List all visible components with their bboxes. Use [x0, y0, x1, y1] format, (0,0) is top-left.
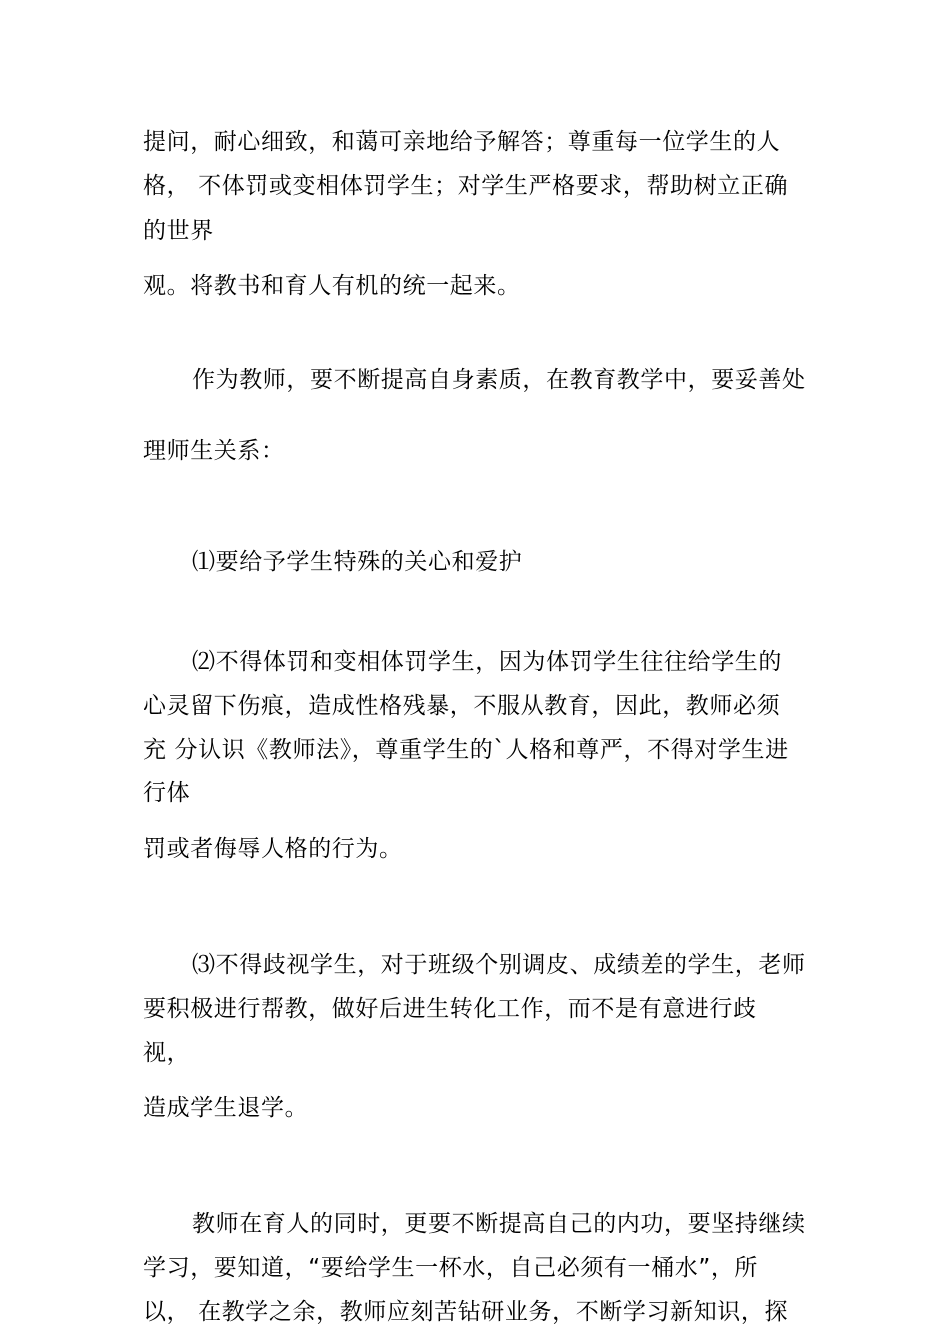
list-item-2-line-4: 行体 — [143, 780, 191, 806]
list-item-2-line-3: 充 分认识《教师法》，尊重学生的`人格和尊严，不得对学生进 — [143, 737, 789, 763]
list-item-2-line-1: ⑵不得体罚和变相体罚学生，因为体罚学生往往给学生的 — [192, 649, 782, 675]
paragraph-2-line-1: 作为教师，要不断提高自身素质，在教育教学中，要妥善处 — [192, 367, 806, 393]
paragraph-1-line-3: 的世界 — [143, 218, 214, 244]
list-item-3-line-2: 要积极进行帮教，做好后进生转化工作，而不是有意进行歧 — [143, 996, 757, 1022]
paragraph-3-line-3: 以， 在教学之余，教师应刻苦钻研业务，不断学习新知识，探 — [143, 1299, 789, 1325]
paragraph-1-line-2: 格， 不体罚或变相体罚学生；对学生严格要求，帮助树立正确 — [143, 173, 789, 199]
list-item-3-line-4: 造成学生退学。 — [143, 1095, 309, 1121]
list-item-1: ⑴要给予学生特殊的关心和爱护 — [192, 549, 523, 575]
list-item-2-line-2: 心灵留下伤痕，造成性格残暴，不服从教育，因此，教师必须 — [143, 693, 781, 719]
paragraph-3-line-1: 教师在育人的同时，更要不断提高自己的内功，要坚持继续 — [192, 1211, 806, 1237]
list-item-3-line-3: 视， — [143, 1040, 191, 1066]
paragraph-2-line-2: 理师生关系： — [143, 438, 285, 464]
paragraph-1-line-1: 提问，耐心细致，和蔼可亲地给予解答；尊重每一位学生的人 — [143, 129, 781, 155]
paragraph-1-line-4: 观。将教书和育人有机的统一起来。 — [143, 273, 521, 299]
paragraph-3-line-2: 学习，要知道，“要给学生一杯水，自己必须有一桶水”，所 — [143, 1255, 759, 1281]
list-item-3-line-1: ⑶不得歧视学生，对于班级个别调皮、成绩差的学生，老师 — [192, 952, 806, 978]
list-item-2-line-5: 罚或者侮辱人格的行为。 — [143, 836, 403, 862]
